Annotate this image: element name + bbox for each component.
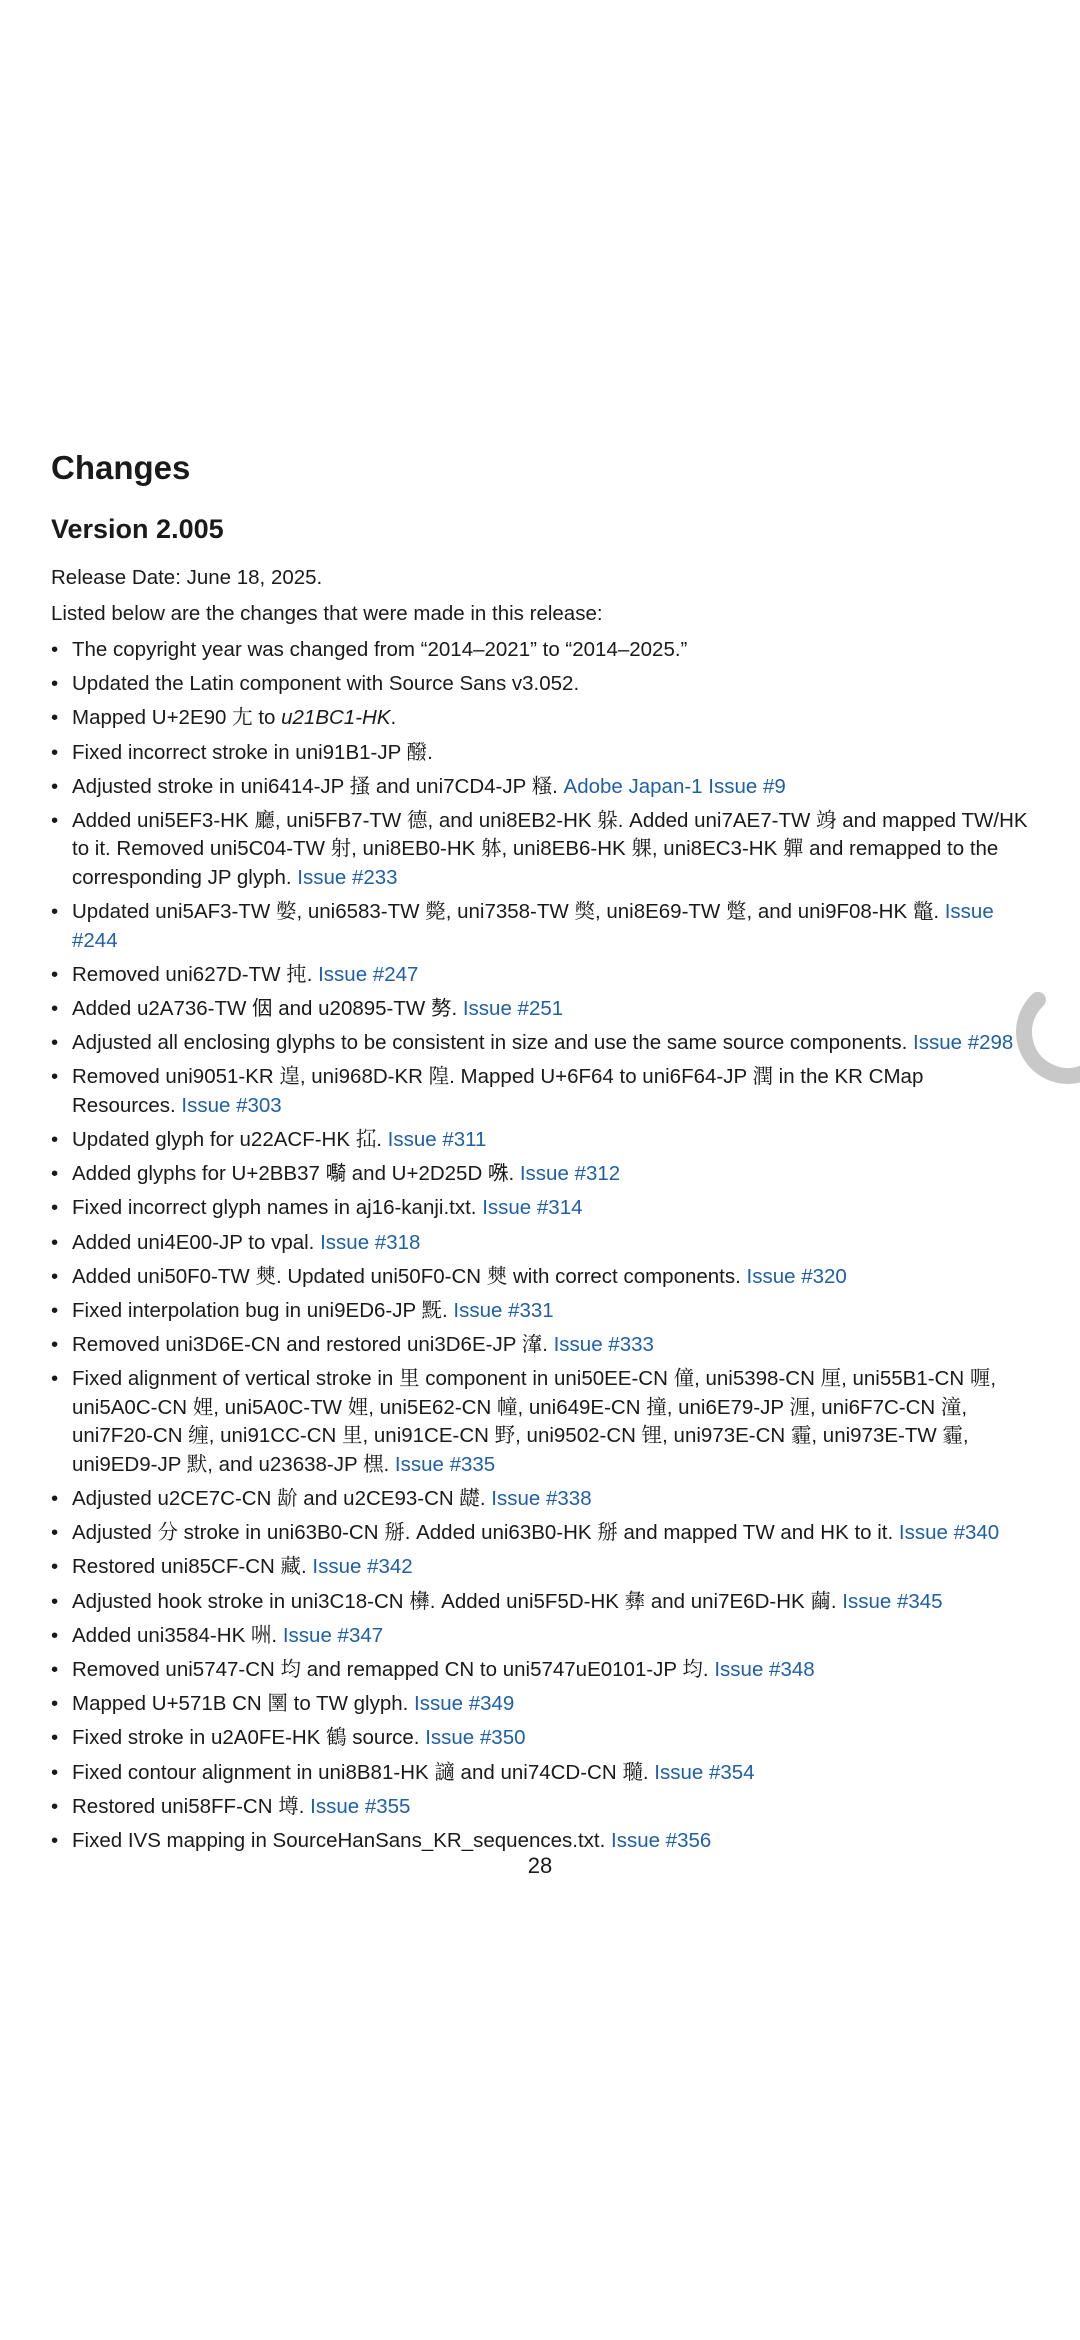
change-text: The copyright year was changed from “2014–2021” to “2014–2025.” <box>72 638 688 661</box>
change-item <box>51 636 1031 665</box>
issue-link[interactable]: Issue #311 <box>387 1128 487 1152</box>
page-number: 28 <box>527 1853 553 1878</box>
issue-link[interactable]: Issue #251 <box>462 997 564 1020</box>
change-item <box>51 1229 1031 1258</box>
change-text-suffix: . <box>390 706 397 730</box>
change-item <box>51 1656 1031 1685</box>
issue-link[interactable]: Issue #342 <box>312 1555 413 1579</box>
issue-link[interactable]: Issue #233 <box>297 865 398 889</box>
issue-link[interactable]: Issue #314 <box>482 1196 583 1220</box>
change-text: Removed uni5747-CN 均 and remapped CN to uni5747uE0101-JP 均. <box>72 1658 709 1681</box>
loading-spinner-icon <box>1012 976 1080 1088</box>
change-item <box>51 1588 1031 1617</box>
issue-link[interactable]: Issue #338 <box>491 1487 592 1511</box>
change-item <box>51 807 1031 893</box>
issue-link[interactable]: Issue #347 <box>282 1623 384 1647</box>
issue-link[interactable]: Issue #345 <box>842 1589 943 1613</box>
issue-link[interactable]: Issue #303 <box>181 1093 282 1117</box>
change-text: Fixed IVS mapping in SourceHanSans_KR_sequences.txt. <box>72 1828 606 1852</box>
change-item <box>51 1724 1031 1753</box>
change-item <box>51 1553 1031 1582</box>
change-text: Fixed alignment of vertical stroke in 里 component in uni50EE-CN 僮, uni5398-CN 厘, uni55B1-CN 喱, uni5A0C-CN 娌, uni5A0C-TW 娌, uni5E62-CN 幢, uni649E-CN 撞, uni6E79-JP 湹, uni6F7C-CN 潼, uni7F20-CN 缠, uni91CC-CN 里, uni91CE-CN 野, uni9502-CN 锂, uni973E-CN 霾, uni973E-TW 霾, uni9ED9-JP 默, and u23638-JP 𣘸. <box>72 1367 997 1476</box>
issue-link[interactable]: Issue #333 <box>553 1333 654 1357</box>
issue-link[interactable]: Issue #320 <box>746 1264 847 1288</box>
change-item <box>51 1194 1031 1223</box>
change-text: Mapped U+2E90 ⺐ to <box>72 706 282 730</box>
change-text: Fixed stroke in u2A0FE-HK 鶴 source. <box>72 1726 420 1750</box>
change-text: Adjusted all enclosing glyphs to be consistent in size and use the same source components. <box>72 1031 908 1055</box>
changes-list <box>51 636 1031 1855</box>
change-item <box>51 1331 1031 1360</box>
change-item <box>51 1160 1031 1189</box>
intro-text: Listed below are the changes that were made in this release: <box>51 602 603 625</box>
change-text: Fixed contour alignment in uni8B81-HK 讁 and uni74CD-CN 瓍. <box>72 1760 649 1784</box>
change-item <box>51 1365 1031 1479</box>
change-item <box>51 1485 1031 1514</box>
change-item <box>51 1263 1031 1292</box>
change-item <box>51 704 1031 733</box>
change-item <box>51 670 1031 699</box>
change-text: Added uni50F0-TW 僰. Updated uni50F0-CN 僰 with correct components. <box>72 1264 741 1288</box>
document-body <box>51 448 1031 1861</box>
change-text: Removed uni3D6E-CN and restored uni3D6E-JP 㵮. <box>72 1333 548 1357</box>
change-item <box>51 739 1031 768</box>
issue-link[interactable]: Issue #350 <box>425 1726 526 1750</box>
change-text: Adjusted stroke in uni6414-JP 搔 and uni7CD4-JP 糔. <box>72 774 558 798</box>
change-text: Removed uni9051-KR 遑, uni968D-KR 隍. Mapped U+6F64 to uni6F64-JP 潤 in the KR CMap Resources. <box>72 1065 924 1117</box>
change-text: Adjusted hook stroke in uni3C18-CN 㰘. Added uni5F5D-HK 彝 and uni7E6D-HK 繭. <box>72 1589 837 1613</box>
change-text: Added uni3584-HK 㖄. <box>72 1623 278 1647</box>
change-text: Fixed incorrect stroke in uni91B1-JP 醱. <box>72 740 433 764</box>
change-item <box>51 995 1031 1024</box>
issue-link[interactable]: Issue #354 <box>654 1760 755 1784</box>
change-item <box>51 1297 1031 1326</box>
change-text: Added glyphs for U+2BB37 𫬷 and U+2D25D 𭉝. <box>72 1162 515 1186</box>
release-date: Release Date: June 18, 2025. <box>51 566 323 589</box>
issue-link[interactable]: Issue #318 <box>320 1230 421 1254</box>
page-title: Changes <box>51 449 191 486</box>
change-text: Adjusted u2CE7C-CN 𬹼 and u2CE93-CN 𬺓. <box>72 1487 486 1511</box>
change-item <box>51 1759 1031 1788</box>
change-text: Fixed interpolation bug in uni9ED6-JP 黖. <box>72 1299 448 1322</box>
issue-link[interactable]: Issue #340 <box>898 1521 1000 1545</box>
change-item <box>51 898 1031 955</box>
change-text: Restored uni85CF-CN 藏. <box>72 1555 307 1579</box>
issue-link[interactable]: Issue #244 <box>72 900 994 952</box>
change-text: Updated glyph for u22ACF-HK 𢫏. <box>72 1128 382 1152</box>
change-text: Added uni5EF3-HK 廳, uni5FB7-TW 德, and uni8EB2-HK 躲. Added uni7AE7-TW 竧 and mapped TW/HK to it. Removed uni5C04-TW 射, uni8EB0-HK 躰, uni8EB6-HK 躶, uni8EC3-HK 軃 and remapped to the corresponding JP glyph. <box>72 808 1028 889</box>
change-text: Added uni4E00-JP to vpal. <box>72 1230 315 1254</box>
change-item <box>51 1063 1031 1120</box>
change-item <box>51 773 1031 802</box>
issue-link[interactable]: Issue #355 <box>310 1794 411 1818</box>
change-text: Fixed incorrect glyph names in aj16-kanji.txt. <box>72 1196 477 1220</box>
issue-link[interactable]: Issue #247 <box>318 962 419 986</box>
change-item <box>51 1793 1031 1822</box>
issue-link[interactable]: Adobe Japan-1 Issue #9 <box>563 774 786 798</box>
change-text: Updated uni5AF3-TW 嫳, uni6583-TW 斃, uni7358-TW 獘, uni8E69-TW 蹩, and uni9F08-HK 鼈. <box>72 900 940 924</box>
change-item <box>51 1126 1031 1155</box>
change-text: Added u2A736-TW 𪜶 and u20895-TW 𠢕. <box>72 997 458 1020</box>
change-item <box>51 1622 1031 1651</box>
change-text: Removed uni627D-TW 扽. <box>72 962 313 986</box>
change-item <box>51 961 1031 990</box>
issue-link[interactable]: Issue #356 <box>611 1828 712 1852</box>
issue-link[interactable]: Issue #348 <box>714 1658 815 1681</box>
change-item <box>51 1519 1031 1548</box>
change-text: Updated the Latin component with Source Sans v3.052. <box>72 672 580 696</box>
issue-link[interactable]: Issue #312 <box>519 1162 621 1186</box>
change-text: Adjusted 分 stroke in uni63B0-CN 掰. Added uni63B0-HK 掰 and mapped TW and HK to it. <box>72 1521 894 1545</box>
change-item <box>51 1690 1031 1719</box>
version-heading: Version 2.005 <box>51 514 224 544</box>
issue-link[interactable]: Issue #331 <box>453 1299 554 1322</box>
issue-link[interactable]: Issue #349 <box>414 1692 515 1716</box>
issue-link[interactable]: Issue #298 <box>913 1031 1014 1055</box>
change-text: Restored uni58FF-CN 壿. <box>72 1794 305 1818</box>
change-item <box>51 1029 1031 1058</box>
change-text: Mapped U+571B CN 圛 to TW glyph. <box>72 1692 409 1716</box>
glyph-name: u21BC1-HK <box>281 706 391 730</box>
issue-link[interactable]: Issue #335 <box>394 1452 496 1476</box>
